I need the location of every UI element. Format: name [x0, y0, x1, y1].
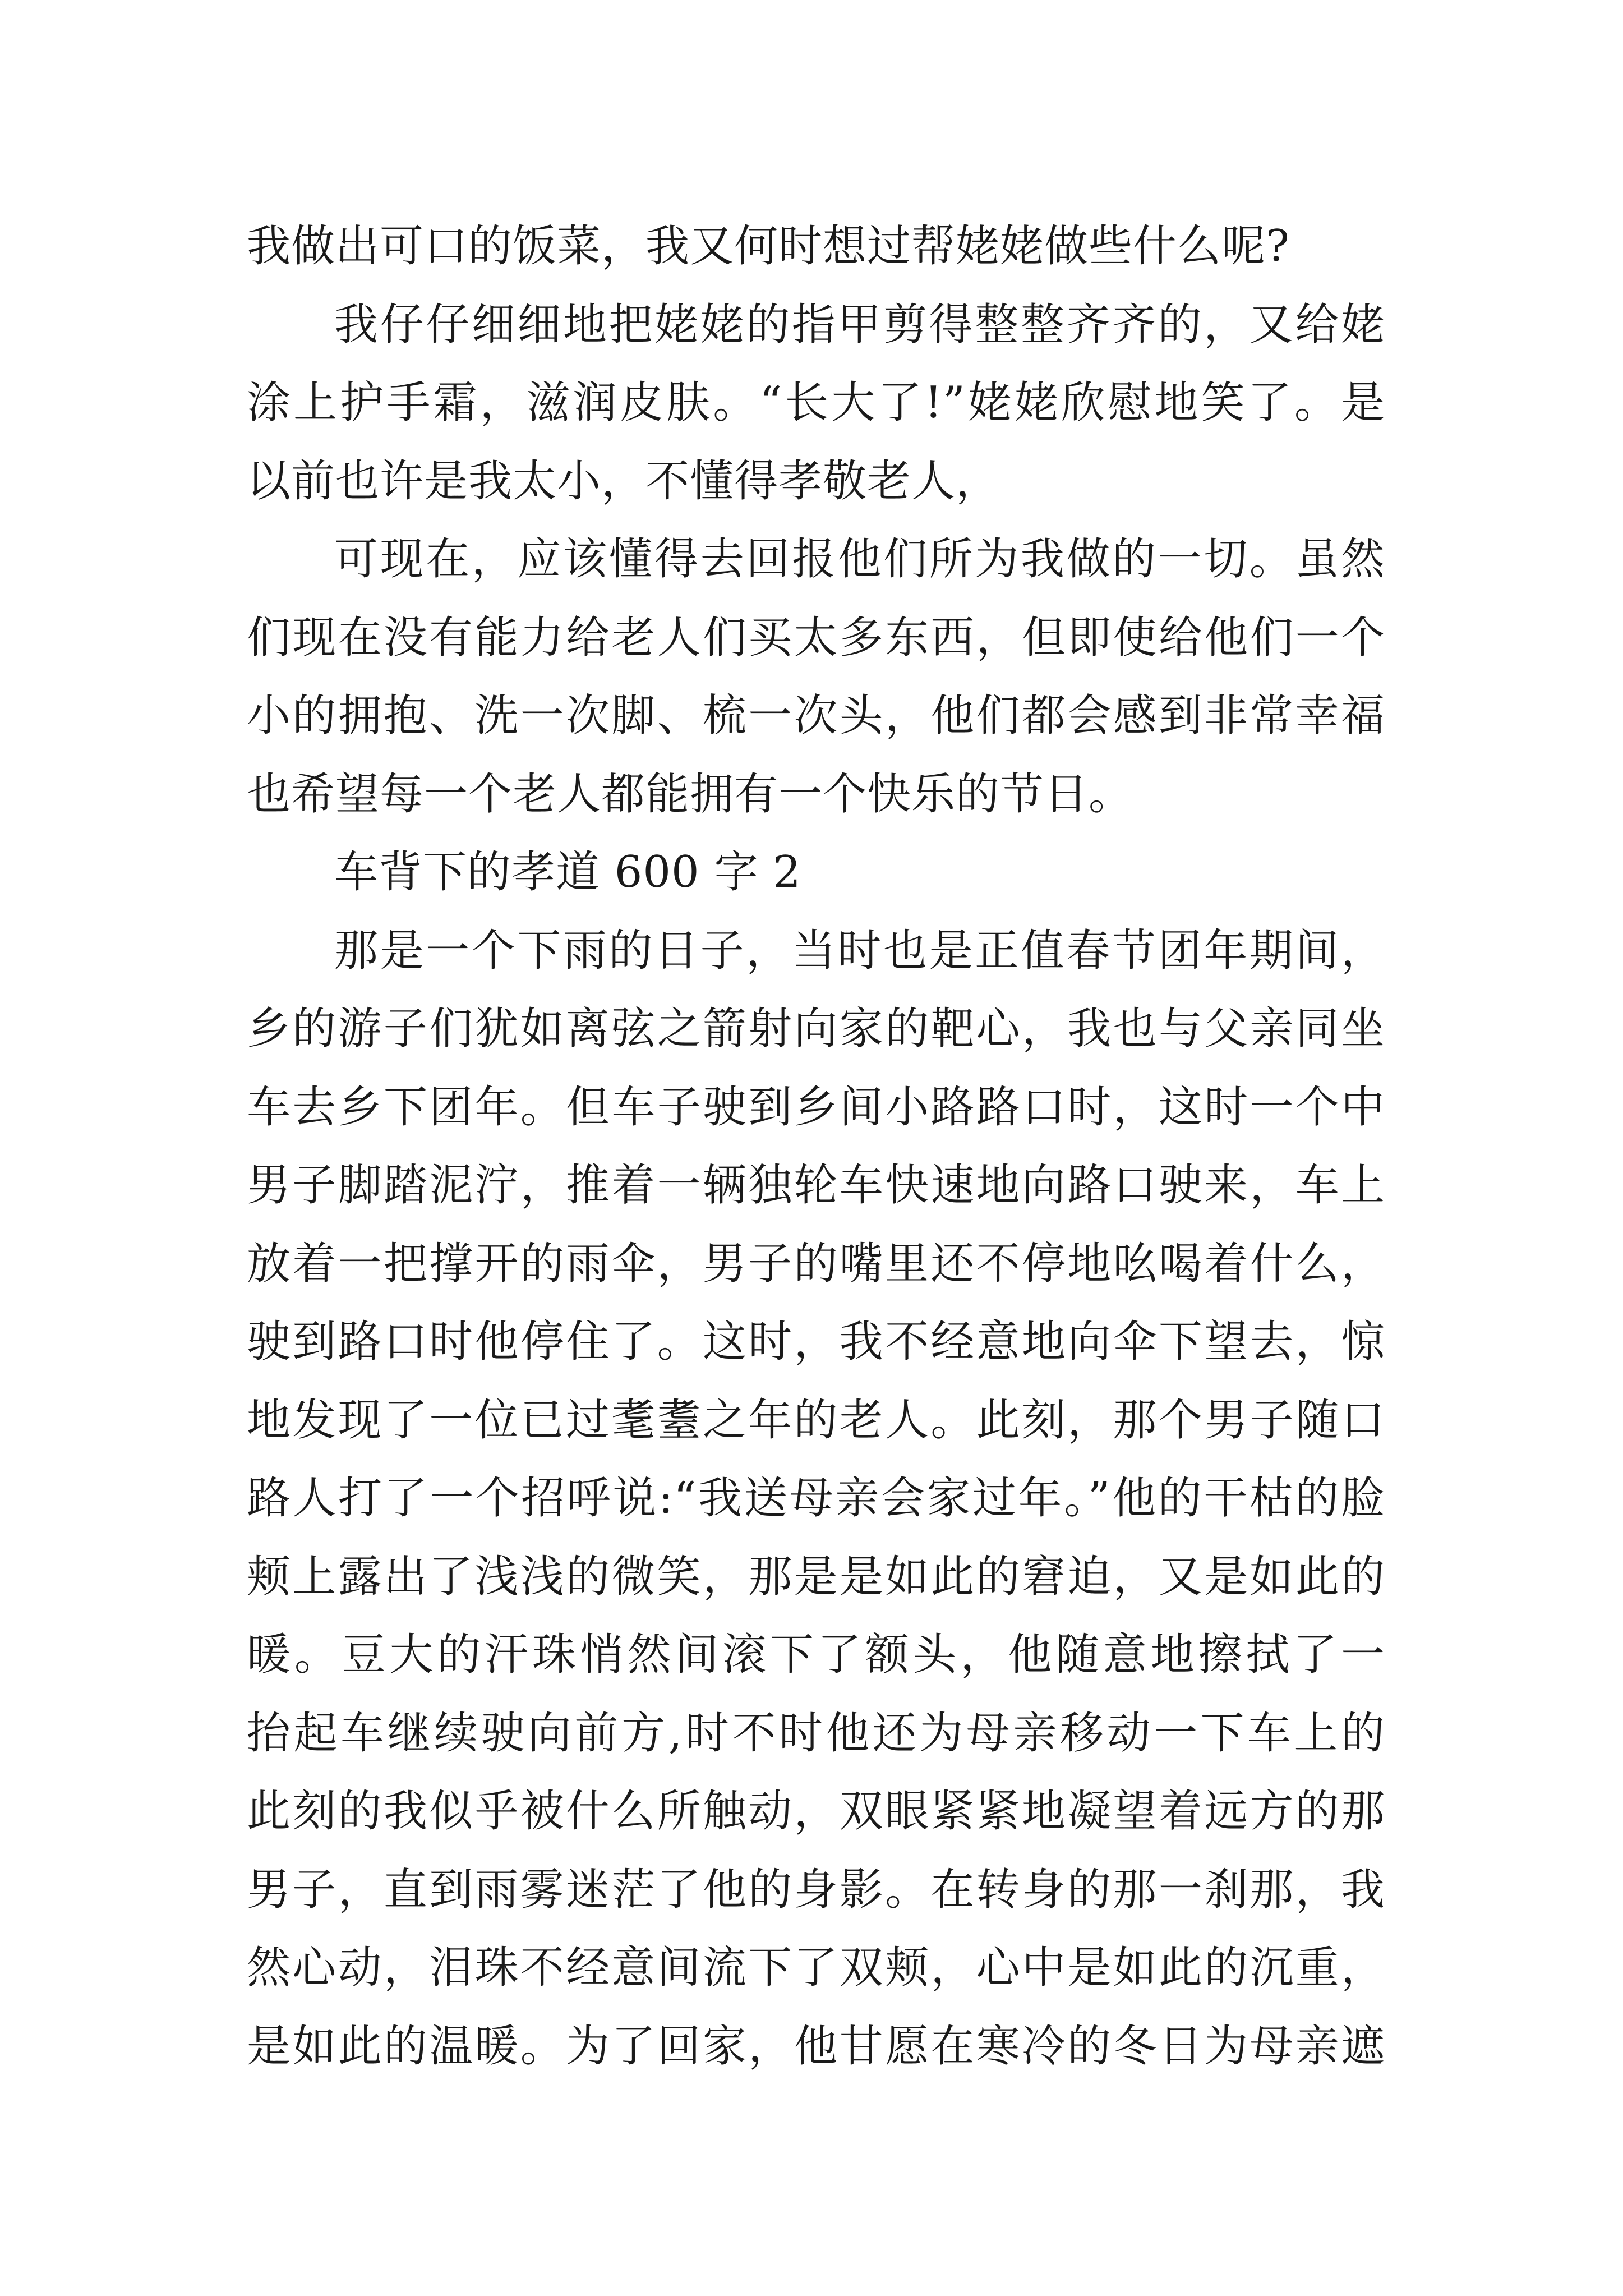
text-line: 以前也许是我太小，不懂得孝敬老人，	[247, 455, 1000, 507]
text-line: 涂上护手霜，滋润皮肤。“长大了!”姥姥欣慰地笑了。是	[247, 378, 1385, 428]
text-line: 此刻的我似乎被什么所触动，双眼紧紧地凝望着远方的那	[247, 1786, 1385, 1837]
text-line: 我仔仔细细地把姥姥的指甲剪得整整齐齐的，又给姥	[334, 299, 1385, 350]
text-line: 小的拥抱、洗一次脚、梳一次头，他们都会感到非常幸福	[247, 691, 1385, 741]
text-line: 男子脚踏泥泞，推着一辆独轮车快速地向路口驶来，车上	[247, 1160, 1385, 1211]
text-line: 驶到路口时他停住了。这时，我不经意地向伞下望去，惊	[247, 1317, 1385, 1367]
text-line: 放着一把撑开的雨伞，男子的嘴里还不停地吆喝着什么，	[247, 1238, 1385, 1289]
text-line: 然心动，泪珠不经意间流下了双颊，心中是如此的沉重，	[247, 1943, 1385, 1993]
text-line: 我做出可口的饭菜，我又何时想过帮姥姥做些什么呢?	[247, 221, 1290, 272]
text-line: 是如此的温暖。为了回家，他甘愿在寒冷的冬日为母亲遮	[247, 2021, 1385, 2072]
text-line: 暖。豆大的汗珠悄然间滚下了额头，他随意地擦拭了一	[247, 1630, 1385, 1680]
text-line: 车背下的孝道 600 字 2	[334, 847, 801, 898]
text-line: 抬起车继续驶向前方,时不时他还为母亲移动一下车上的	[247, 1708, 1385, 1759]
text-line: 可现在，应该懂得去回报他们所为我做的一切。虽然	[334, 534, 1385, 585]
text-line: 男子，直到雨雾迷茫了他的身影。在转身的那一刹那，我	[247, 1864, 1385, 1915]
text-line: 颊上露出了浅浅的微笑，那是是如此的窘迫，又是如此的	[247, 1551, 1385, 1602]
text-line: 地发现了一位已过耄耋之年的老人。此刻，那个男子随口	[247, 1395, 1385, 1446]
text-line: 们现在没有能力给老人们买太多东西，但即使给他们一个	[247, 612, 1385, 663]
text-line: 也希望每一个老人都能拥有一个快乐的节日。	[247, 769, 1133, 820]
text-line: 车去乡下团年。但车子驶到乡间小路路口时，这时一个中	[247, 1082, 1385, 1133]
text-line: 那是一个下雨的日子，当时也是正值春节团年期间，	[334, 925, 1385, 976]
text-line: 乡的游子们犹如离弦之箭射向家的靶心，我也与父亲同坐	[247, 1004, 1385, 1054]
text-line: 路人打了一个招呼说:“我送母亲会家过年。”他的干枯的脸	[247, 1473, 1385, 1524]
document-body	[247, 208, 1385, 2086]
